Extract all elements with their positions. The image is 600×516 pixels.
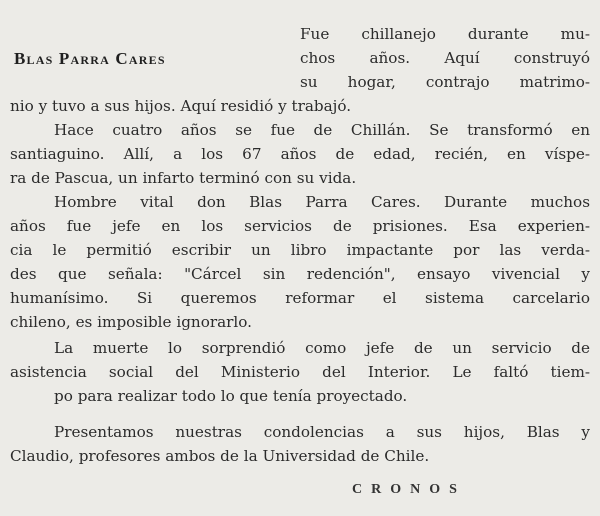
- text-line: asistencia social del Ministerio del Interior. Le faltó tiem-: [10, 363, 590, 381]
- text-line: nio y tuvo a sus hijos. Aquí residió y trabajó.: [10, 97, 352, 115]
- text-line: su hogar, contrajo matrimo-: [300, 73, 590, 91]
- signature: CRONOS: [352, 482, 466, 497]
- text-line: chos años. Aquí construyó: [300, 49, 590, 67]
- text-line: Presentamos nuestras condolencias a sus hijos, Blas y: [54, 423, 590, 441]
- text-line: santiaguino. Allí, a los 67 años de edad, recién, en víspe-: [10, 145, 590, 163]
- text-line: Hombre vital don Blas Parra Cares. Durante muchos: [54, 193, 590, 211]
- text-line: des que señala: "Cárcel sin redención", ensayo vivencial y: [10, 265, 590, 283]
- text-line: chileno, es imposible ignorarlo.: [10, 313, 252, 331]
- text-line: Fue chillanejo durante mu-: [300, 25, 590, 43]
- article-title: Blas Parra Cares: [14, 49, 166, 68]
- text-line: ra de Pascua, un infarto terminó con su vida.: [10, 169, 357, 187]
- text-line: años fue jefe en los servicios de prisiones. Esa experien-: [10, 217, 590, 235]
- text-line: La muerte lo sorprendió como jefe de un servicio de: [54, 339, 590, 357]
- text-line: humanísimo. Si queremos reformar el sistema carcelario: [10, 289, 590, 307]
- text-line: po para realizar todo lo que tenía proyectado.: [54, 387, 408, 405]
- text-line: cia le permitió escribir un libro impactante por las verda-: [10, 241, 590, 259]
- text-line: Claudio, profesores ambos de la Universidad de Chile.: [10, 447, 430, 465]
- text-line: Hace cuatro años se fue de Chillán. Se transformó en: [54, 121, 590, 139]
